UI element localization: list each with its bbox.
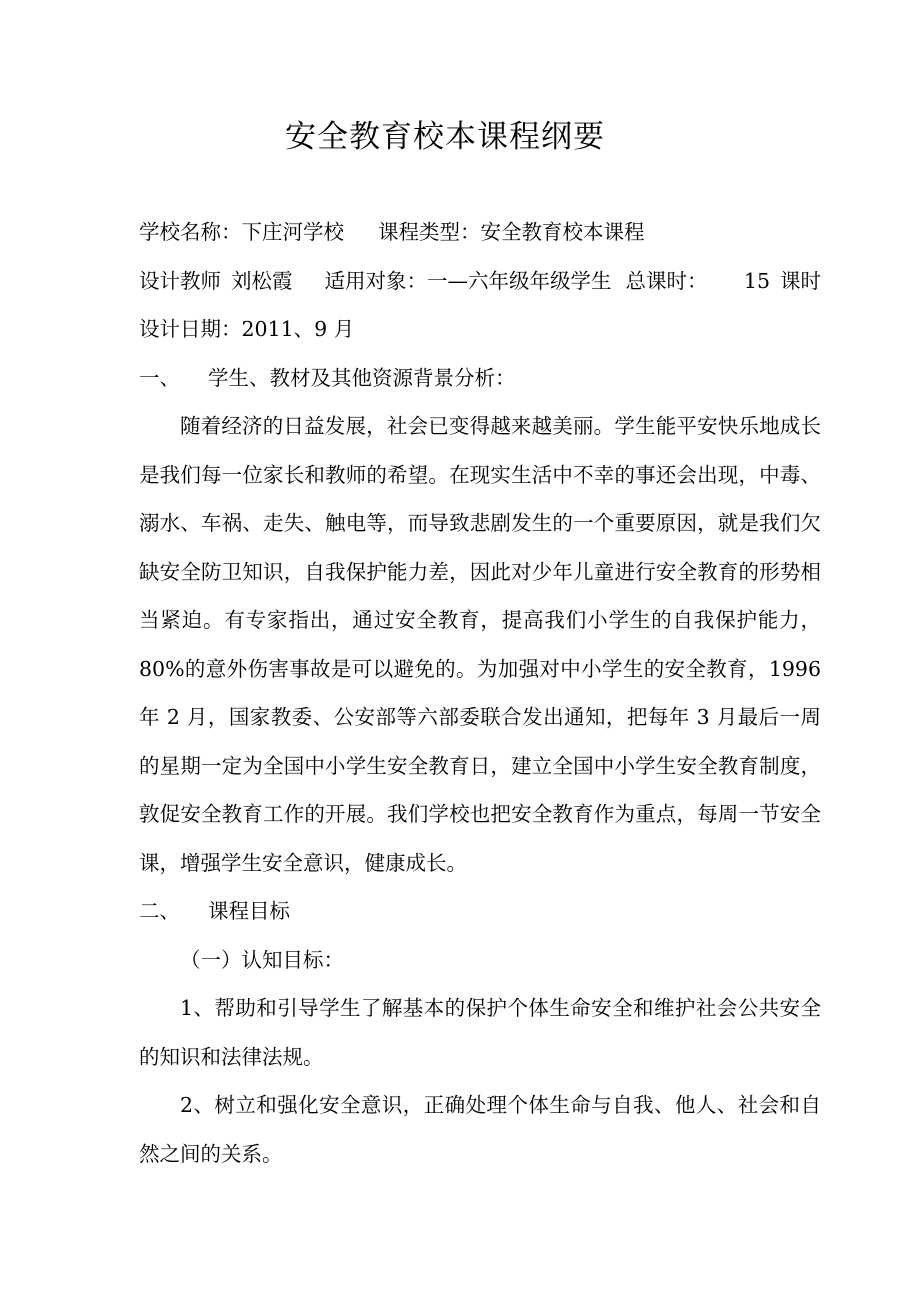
section1-paragraph: 随着经济的日益发展，社会已变得越来越美丽。学生能平安快乐地成长是我们每一位家长和教师的希望。在现实生活中不幸的事还会出现，中毒、溺水、车祸、走失、触电等，而导致悲剧发生的一个重要原因，就是我们欠缺安全防卫知识，自我保护能力差，因此对少年儿童进行安全教育的形势相当紧迫。有专家指出，通过安全教育，提高我们小学生的自我保护能力，80%的意外伤害事故是可以避免的。为加强对中小学生的安全教育，1996 年 2 月，国家教委、公安部等六部委联合发出通知，把每年 3 月最后一周的星期一定为全国中小学生安全教育日，建立全国中小学生安全教育制度，敦促安全教育工作的开展。我们学校也把安全教育作为重点，每周一节安全课，增强学生安全意识，健康成长。	[139, 414, 821, 875]
section1-title: 学生、教材及其他资源背景分析：	[208, 365, 516, 390]
section2-number: 二、	[139, 899, 180, 923]
designer-label: 设计教师	[139, 268, 221, 293]
meta-line-designer	[139, 257, 821, 306]
audience: 适用对象：一—六年级年级学生	[324, 268, 612, 293]
document-title: 安全教育校本课程纲要	[285, 119, 605, 155]
goal-item-2: 2、树立和强化安全意识，正确处理个体生命与自我、他人、社会和自然之间的关系。	[139, 1093, 821, 1166]
designer-group	[139, 257, 708, 306]
meta-line-school	[139, 208, 821, 257]
section2-subheading: （一）认知目标：	[180, 947, 344, 972]
designer-name: 刘松霞	[231, 268, 293, 293]
section2-title: 课程目标	[208, 899, 290, 923]
total-hours-label: 总课时：	[625, 268, 708, 293]
course-type: 课程类型：安全教育校本课程	[378, 220, 645, 244]
document-body	[139, 208, 821, 1178]
design-date: 设计日期：2011、9 月	[139, 317, 355, 341]
section1-heading	[139, 354, 821, 403]
total-hours-value: 15	[743, 268, 770, 293]
total-hours-unit: 课时	[780, 268, 821, 293]
total-hours-group	[744, 257, 821, 306]
school-name: 学校名称：下庄河学校	[139, 220, 344, 244]
section1-number: 一、	[139, 365, 180, 390]
section2-heading	[139, 887, 821, 936]
goal-item-1: 1、帮助和引导学生了解基本的保护个体生命安全和维护社会公共安全的知识和法律法规。	[139, 996, 821, 1069]
